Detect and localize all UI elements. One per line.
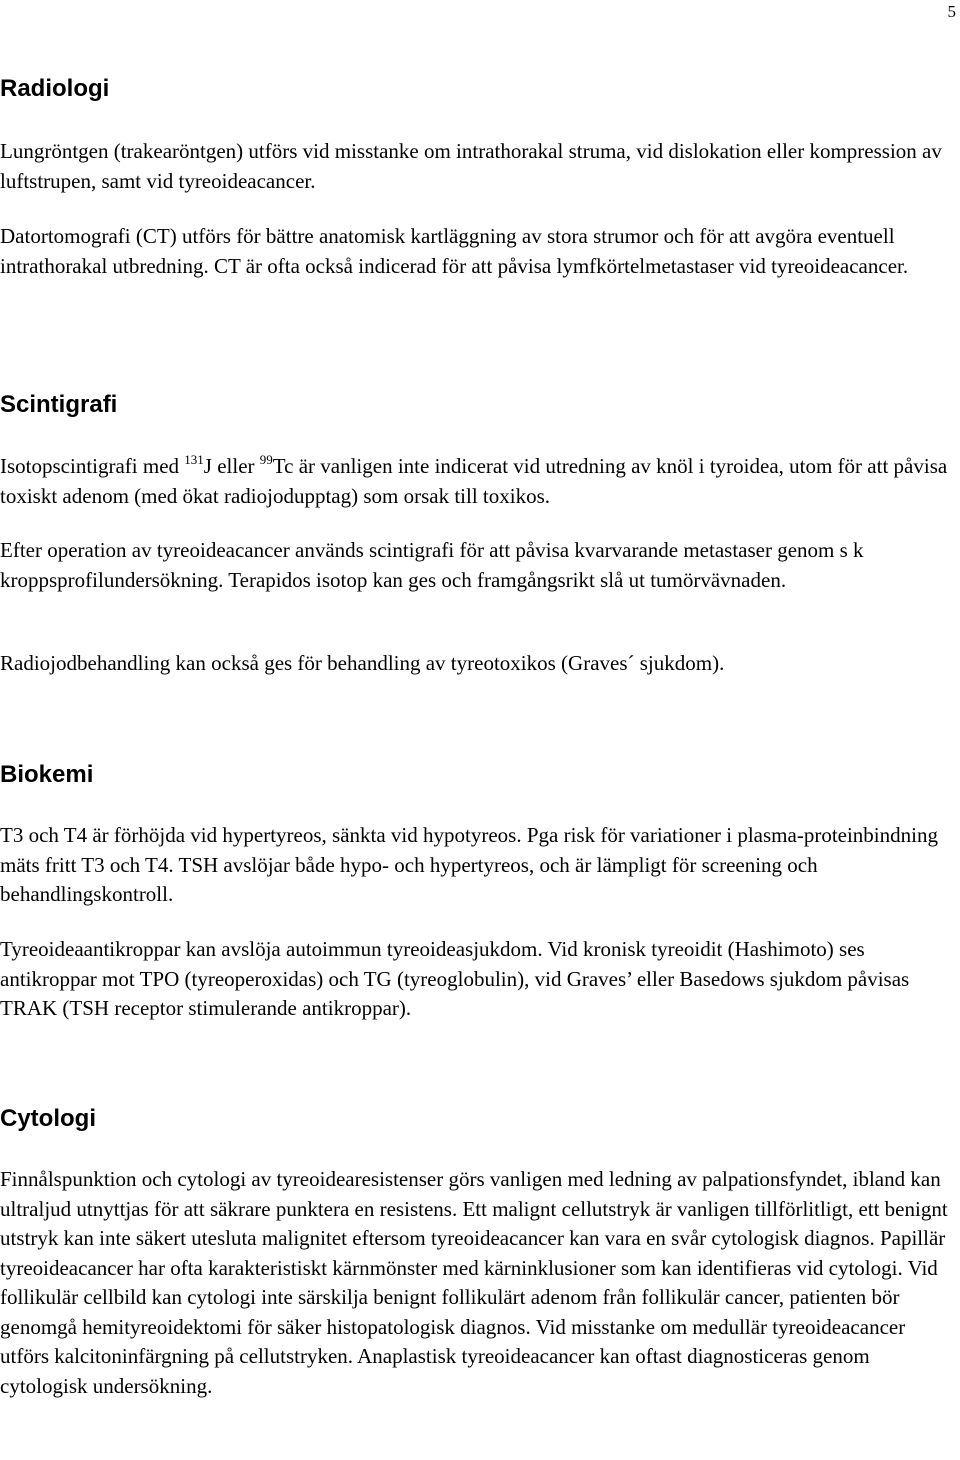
section-heading-radiologi: Radiologi [0, 75, 110, 102]
scintigrafi-p1-text-c: Tc är vanligen inte indicerat vid utredning av knöl i tyroidea, utom för att påvisa toxiskt adenom (med ökat radiojodupptag) som orsak till toxikos. [0, 454, 948, 508]
biokemi-paragraph-2: Tyreoideaantikroppar kan avslöja autoimmun tyreoideasjukdom. Vid kronisk tyreoidit (Hashimoto) ses antikroppar mot TPO (tyreoperoxidas) och TG (tyreoglobulin), vid Graves’ eller Basedows sjukdom påvisas TRAK (TSH receptor stimulerande antikroppar). [0, 937, 910, 1020]
cytologi-paragraph-1: Finnålspunktion och cytologi av tyreoidearesistenser görs vanligen med ledning av palpationsfyndet, ibland kan ultraljud utnyttjas för att säkrare punktera en resistens. Ett malignt cellutstryk är vanligen tillförlitligt, ett benignt utstryk kan inte säkert utesluta malignitet eftersom tyreoideacancer kan vara en svår cytologisk diagnos. Papillär tyreoideacancer har ofta karakteristiskt kärnmönster med kärninklusioner som kan identifieras vid cytologi. Vid follikulär cellbild kan cytologi inte särskilja benignt follikulärt adenom från follikulär cancer, patienten bör genomgå hemityreoidektomi för säker histopatologisk diagnos. Vid misstanke om medullär tyreoideacancer utförs kalcitoninfärgning på cellutstryken. Anaplastisk tyreoideacancer kan oftast diagnosticeras genom cytologisk undersökning. [0, 1167, 948, 1398]
scintigrafi-p1-text-a: Isotopscintigrafi med [0, 454, 185, 478]
section-heading-scintigrafi: Scintigrafi [0, 391, 118, 418]
biokemi-paragraph-1: T3 och T4 är förhöjda vid hypertyreos, sänkta vid hypotyreos. Pga risk för variationer i plasma-proteinbindning mäts fritt T3 och T4. TSH avslöjar både hypo- och hypertyreos, och är lämpligt för screening och behandlingskontroll. [0, 823, 938, 906]
scintigrafi-p1-text-b: J eller [203, 454, 260, 478]
section-heading-biokemi: Biokemi [0, 761, 94, 788]
radiologi-paragraph-2: Datortomografi (CT) utförs för bättre anatomisk kartläggning av stora strumor och för att avgöra eventuell intrathorakal utbredning. CT är ofta också indicerad för att påvisa lymfkörtelmetastaser vid tyreoideacancer. [0, 224, 909, 278]
scintigrafi-paragraph-2: Efter operation av tyreoideacancer används scintigrafi för att påvisa kvarvarande metastaser genom s k kroppsprofilundersökning. Terapidos isotop kan ges och framgångsrikt slå ut tumörvävnaden. [0, 538, 864, 592]
isotope-99-superscript: 99 [259, 452, 273, 467]
section-heading-cytologi: Cytologi [0, 1105, 96, 1132]
scintigrafi-paragraph-3: Radiojodbehandling kan också ges för behandling av tyreotoxikos (Graves´ sjukdom). [0, 651, 725, 675]
scintigrafi-paragraph-1 [0, 452, 956, 511]
page-number: 5 [947, 2, 956, 21]
isotope-131-superscript: 131 [184, 452, 204, 467]
radiologi-paragraph-1: Lungröntgen (trakearöntgen) utförs vid misstanke om intrathorakal struma, vid dislokation eller kompression av luftstrupen, samt vid tyreoideacancer. [0, 139, 942, 193]
